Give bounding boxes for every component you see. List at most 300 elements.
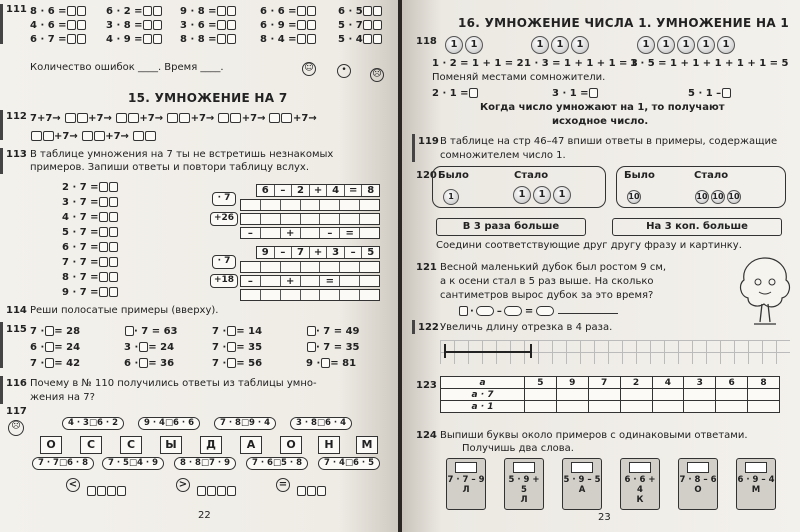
- answer-box[interactable]: [227, 20, 236, 30]
- cell: 8: [748, 377, 780, 389]
- task-number-124: 124: [416, 430, 437, 441]
- answer-box[interactable]: [536, 306, 554, 316]
- task-number-122: 122: [418, 322, 439, 333]
- expr: = 24: [148, 342, 175, 353]
- happy-face-icon[interactable]: ☺: [302, 62, 316, 76]
- answer-box[interactable]: [269, 113, 280, 123]
- example-card[interactable]: [504, 458, 544, 510]
- task-bar: [412, 134, 415, 162]
- task-124-text-1: Выпиши буквы около примеров с одинаковыми ответами.: [440, 430, 748, 441]
- answer-cell[interactable]: [748, 401, 780, 413]
- rule-line-1: Когда число умножают на 1, то получают: [480, 102, 725, 113]
- expr: 6 · 2 =: [106, 6, 143, 17]
- expr: 7 ·: [30, 358, 45, 369]
- answer-box[interactable]: [207, 486, 216, 496]
- chain-start: 7+7→: [30, 113, 61, 124]
- ten-coin-icon: 10: [695, 190, 709, 204]
- answer-box[interactable]: [67, 20, 76, 30]
- answer-box[interactable]: [227, 6, 236, 16]
- ten-coin-icon: 10: [727, 190, 741, 204]
- one-coin-icon: 1: [551, 36, 569, 54]
- answer-cell[interactable]: [620, 401, 652, 413]
- answer-box[interactable]: [307, 326, 316, 336]
- answer-box[interactable]: [107, 486, 116, 496]
- answer-box[interactable]: [227, 358, 236, 368]
- cell: –: [320, 228, 340, 238]
- answer-cell[interactable]: [620, 389, 652, 401]
- task-115-col3: [212, 324, 262, 372]
- answer-box[interactable]: [77, 34, 86, 44]
- answer-box[interactable]: [307, 34, 316, 44]
- compare-expr[interactable]: 7 · 6□5 · 8: [246, 457, 308, 470]
- cell: [301, 276, 321, 286]
- answer-box[interactable]: [99, 272, 108, 282]
- card-letter: К: [636, 495, 644, 505]
- expr: 7 ·: [212, 326, 227, 337]
- swap-2: [552, 88, 599, 99]
- letter-box[interactable]: Д: [200, 436, 222, 454]
- answer-box[interactable]: [116, 113, 127, 123]
- cell: +: [281, 276, 301, 286]
- expr: 5 · 4: [338, 34, 363, 45]
- answer-box[interactable]: [227, 342, 236, 352]
- became-label: Стало: [694, 170, 729, 181]
- answer-box[interactable]: [459, 306, 468, 316]
- answer-box[interactable]: [153, 34, 162, 44]
- cell: 9: [257, 247, 275, 258]
- card-letter: О: [694, 485, 702, 495]
- task-121-text-1: Весной маленький дубок был ростом 9 см,: [440, 262, 667, 273]
- answer-box[interactable]: [99, 257, 108, 267]
- answer-box[interactable]: [145, 131, 156, 141]
- answer-cell[interactable]: [684, 389, 716, 401]
- answer-box[interactable]: [109, 287, 118, 297]
- striped-row[interactable]: [240, 199, 380, 211]
- expr: 5 · 1 –: [688, 88, 722, 99]
- segment-line: [444, 351, 532, 353]
- left-page: [0, 0, 398, 532]
- expr: 4 · 6 =: [30, 20, 67, 31]
- answer-cell[interactable]: [556, 389, 588, 401]
- answer-box[interactable]: [133, 131, 144, 141]
- one-coin-icon: 1: [677, 36, 695, 54]
- answer-cell[interactable]: [588, 389, 620, 401]
- answer-box[interactable]: [65, 113, 76, 123]
- answer-box[interactable]: [31, 131, 42, 141]
- plus-seven: +7→: [54, 131, 78, 142]
- plus-seven: +7→: [190, 113, 215, 124]
- tag-times-seven: · 7: [212, 192, 236, 206]
- compare-expr[interactable]: 7 · 7□6 · 8: [32, 457, 94, 470]
- answer-box[interactable]: [179, 113, 190, 123]
- answer-box[interactable]: [128, 113, 139, 123]
- letter-box[interactable]: Ы: [160, 436, 182, 454]
- one-coin-icon: 1: [531, 36, 549, 54]
- expr: 5 · 7 =: [62, 227, 99, 238]
- phrase-box-3-kopecks[interactable]: На 3 коп. больше: [612, 218, 782, 236]
- expr: · 7 = 63: [134, 326, 178, 337]
- task-number-111: 111: [6, 4, 27, 15]
- answer-box[interactable]: [139, 358, 148, 368]
- answer-cell[interactable]: [556, 401, 588, 413]
- task-115-col2: [124, 324, 178, 372]
- answer-box[interactable]: [469, 88, 478, 98]
- task-124-text-2: Получишь два слова.: [462, 443, 574, 454]
- cell: [360, 276, 379, 286]
- cell: +: [281, 228, 301, 238]
- striped-row[interactable]: [240, 289, 380, 301]
- swap-3: [688, 88, 731, 99]
- answer-box[interactable]: [217, 6, 226, 16]
- answer-box[interactable]: [307, 20, 316, 30]
- answer-box[interactable]: [218, 113, 229, 123]
- answer-box[interactable]: [109, 227, 118, 237]
- answer-box[interactable]: [99, 227, 108, 237]
- expr: = 36: [148, 358, 175, 369]
- answer-box[interactable]: [230, 113, 241, 123]
- rule-line-2: исходное число.: [552, 116, 649, 127]
- expr: 6 · 7 =: [62, 242, 99, 253]
- task-115-col4: [306, 324, 360, 372]
- striped-example-2[interactable]: [240, 227, 380, 239]
- cell: –: [275, 247, 293, 258]
- answer-box[interactable]: [77, 113, 88, 123]
- was-coin: [626, 186, 642, 205]
- multiplication-table-123: [440, 376, 780, 413]
- answer-box[interactable]: [217, 34, 226, 44]
- card-letter: Л: [462, 485, 470, 495]
- answer-box[interactable]: [373, 20, 382, 30]
- cell: [261, 228, 281, 238]
- answer-box[interactable]: [153, 6, 162, 16]
- cell: 4: [652, 377, 684, 389]
- expr: 3 · 1 =: [552, 88, 589, 99]
- task-122-text: Увеличь длину отрезка в 4 раза.: [440, 322, 613, 333]
- striped-example-4[interactable]: [240, 275, 380, 287]
- answer-slots: [296, 480, 326, 499]
- one-coin-icon: 1: [465, 36, 483, 54]
- cell: 6: [257, 185, 275, 196]
- swap-instruction: Поменяй местами сомножители.: [432, 72, 606, 83]
- table-of-seven: [62, 180, 119, 300]
- answer-box[interactable]: [745, 462, 767, 473]
- coins-group-3: [636, 34, 736, 54]
- answer-box[interactable]: [629, 462, 651, 473]
- task-number-121: 121: [416, 262, 437, 273]
- task-114-text: Реши полосатые примеры (вверху).: [30, 305, 219, 316]
- answer-box[interactable]: [99, 212, 108, 222]
- cell: 6: [716, 377, 748, 389]
- striped-row[interactable]: [240, 213, 380, 225]
- answer-box[interactable]: [77, 6, 86, 16]
- answer-box[interactable]: [476, 306, 494, 316]
- expr: 8 · 4 =: [260, 34, 297, 45]
- became-label: Стало: [514, 170, 549, 181]
- answer-box[interactable]: [513, 462, 535, 473]
- answer-box[interactable]: [504, 306, 522, 316]
- became-coins: [512, 184, 572, 204]
- cell: =: [345, 185, 363, 196]
- letter-box[interactable]: М: [356, 436, 378, 454]
- answer-box[interactable]: [363, 34, 372, 44]
- expr: 6 ·: [124, 358, 139, 369]
- answer-box[interactable]: [297, 486, 306, 496]
- expr: 6 · 6 =: [260, 6, 297, 17]
- task-112-chain: [30, 110, 317, 146]
- task-121-expression: · – =: [458, 306, 618, 317]
- answer-box[interactable]: [297, 34, 306, 44]
- answer-box[interactable]: [67, 6, 76, 16]
- oak-tree-drawing: [734, 252, 796, 328]
- answer-cell[interactable]: [716, 389, 748, 401]
- answer-box[interactable]: [109, 197, 118, 207]
- answer-box[interactable]: [77, 20, 86, 30]
- answer-box[interactable]: [99, 182, 108, 192]
- cell: 3: [327, 247, 345, 258]
- answer-box[interactable]: [687, 462, 709, 473]
- expr: 8 · 7 =: [62, 272, 99, 283]
- card-letter: А: [578, 485, 586, 495]
- card-expr: 7 · 7 – 9: [447, 475, 485, 485]
- compare-expr[interactable]: 7 · 8□9 · 4: [214, 417, 276, 430]
- answer-box[interactable]: [109, 212, 118, 222]
- task-bar: [0, 322, 3, 368]
- answer-cell[interactable]: [652, 389, 684, 401]
- answer-box[interactable]: [373, 34, 382, 44]
- answer-box[interactable]: [227, 34, 236, 44]
- answer-box[interactable]: [297, 6, 306, 16]
- answer-box[interactable]: [373, 6, 382, 16]
- compare-expr[interactable]: 7 · 5□4 · 9: [102, 457, 164, 470]
- example-card[interactable]: [562, 458, 602, 510]
- answer-box[interactable]: [97, 486, 106, 496]
- plus-seven: +7→: [292, 113, 317, 124]
- plus-seven: +7→: [139, 113, 164, 124]
- answer-box[interactable]: [307, 342, 316, 352]
- answer-box[interactable]: [363, 6, 372, 16]
- errors-time-label: Количество ошибок ____. Время ____.: [30, 62, 224, 73]
- answer-box[interactable]: [109, 242, 118, 252]
- answer-cell[interactable]: [716, 401, 748, 413]
- page-number-left: 22: [198, 510, 211, 521]
- task-number-113: 113: [6, 149, 27, 160]
- segment-start-tick: [444, 344, 446, 358]
- cell: =: [320, 276, 340, 286]
- answer-cell[interactable]: [525, 389, 557, 401]
- answer-box[interactable]: [167, 113, 178, 123]
- task-111-col5: [338, 5, 383, 47]
- answer-box[interactable]: [109, 182, 118, 192]
- expr: 6 ·: [30, 342, 45, 353]
- less-than-sign: <: [66, 478, 80, 492]
- neutral-face-icon[interactable]: •: [337, 64, 351, 78]
- task-number-123: 123: [416, 380, 437, 391]
- answer-cell[interactable]: [588, 401, 620, 413]
- expr: = 35: [236, 342, 263, 353]
- answer-box[interactable]: [281, 113, 292, 123]
- answer-box[interactable]: [99, 287, 108, 297]
- coins-group-1: [444, 34, 484, 54]
- answer-box[interactable]: [307, 6, 316, 16]
- expr: 8 · 8 =: [180, 34, 217, 45]
- cell: 9: [556, 377, 588, 389]
- answer-box[interactable]: [297, 20, 306, 30]
- answer-box[interactable]: [363, 20, 372, 30]
- example-card[interactable]: [736, 458, 776, 510]
- answer-box[interactable]: [43, 131, 54, 141]
- example-card[interactable]: [678, 458, 718, 510]
- answer-box[interactable]: [109, 272, 118, 282]
- task-121-text-2: а к осени стал в 5 раз выше. На сколько: [440, 276, 654, 287]
- answer-box[interactable]: [94, 131, 105, 141]
- cell: –: [345, 247, 363, 258]
- task-111-col2: [106, 5, 163, 47]
- expr: 2 · 7 =: [62, 182, 99, 193]
- compare-expr[interactable]: 9 · 4□6 · 6: [138, 417, 200, 430]
- answer-box[interactable]: [45, 358, 54, 368]
- task-number-112: 112: [6, 111, 27, 122]
- answer-box[interactable]: [217, 486, 226, 496]
- cell: –: [275, 185, 293, 196]
- letter-box[interactable]: О: [280, 436, 302, 454]
- task-115-col1: [30, 324, 80, 372]
- task-bar: [0, 148, 3, 174]
- answer-box[interactable]: [99, 197, 108, 207]
- task-111-col3: [180, 5, 237, 47]
- answer-box[interactable]: [307, 486, 316, 496]
- answer-box[interactable]: [589, 88, 598, 98]
- expr: = 56: [236, 358, 263, 369]
- letter-box[interactable]: Н: [318, 436, 340, 454]
- example-card[interactable]: [446, 458, 486, 510]
- answer-cell[interactable]: [652, 401, 684, 413]
- answer-box[interactable]: [82, 131, 93, 141]
- striped-row[interactable]: [240, 261, 380, 273]
- answer-box[interactable]: [455, 462, 477, 473]
- cell: +: [310, 247, 328, 258]
- task-116-text-1: Почему в № 110 получились ответы из таблицы умно-: [30, 378, 317, 389]
- cell: 4: [327, 185, 345, 196]
- answer-cell[interactable]: [525, 401, 557, 413]
- answer-box[interactable]: [87, 486, 96, 496]
- letter-box[interactable]: О: [40, 436, 62, 454]
- expr: 8 · 6 =: [30, 6, 67, 17]
- answer-box[interactable]: [227, 486, 236, 496]
- task-113-text-1: В таблице умножения на 7 ты не встретишь незнакомых: [30, 149, 334, 160]
- example-card[interactable]: [620, 458, 660, 510]
- tag-times-seven: · 7: [212, 255, 236, 269]
- ten-coin-icon: 10: [711, 190, 725, 204]
- ten-coin-icon: 10: [627, 190, 641, 204]
- phrase-box-3-times[interactable]: В 3 раза больше: [436, 218, 586, 236]
- one-coin-icon: 1: [445, 36, 463, 54]
- letter-box[interactable]: С: [80, 436, 102, 454]
- card-letter: М: [751, 485, 761, 495]
- compare-expr[interactable]: 7 · 4□6 · 5: [318, 457, 380, 470]
- tag-plus-26: +26: [210, 212, 238, 226]
- expr: 7 · 7 =: [62, 257, 99, 268]
- task-number-118: 118: [416, 36, 437, 47]
- task-bar: [0, 376, 3, 404]
- answer-box[interactable]: [321, 358, 330, 368]
- tag-plus-18: +18: [210, 274, 238, 288]
- card-letter: Л: [520, 495, 528, 505]
- expr: 3 · 8 =: [106, 20, 143, 31]
- answer-box[interactable]: [109, 257, 118, 267]
- answer-box[interactable]: [99, 242, 108, 252]
- greater-than-sign: >: [176, 478, 190, 492]
- row-label: а · 7: [441, 389, 525, 401]
- answer-box[interactable]: [197, 486, 206, 496]
- one-coin-icon: 1: [513, 186, 531, 204]
- answer-box[interactable]: [125, 326, 134, 336]
- cell: [261, 276, 281, 286]
- compare-expr[interactable]: 8 · 8□7 · 9: [174, 457, 236, 470]
- compare-expr[interactable]: 4 · 3□6 · 2: [62, 417, 124, 430]
- expr: 6 · 5: [338, 6, 363, 17]
- expr: = 81: [330, 358, 357, 369]
- letter-box[interactable]: С: [120, 436, 142, 454]
- answer-box[interactable]: [217, 20, 226, 30]
- expr: 4 · 7 =: [62, 212, 99, 223]
- answer-box[interactable]: [67, 34, 76, 44]
- answer-cell[interactable]: [748, 389, 780, 401]
- answer-slots: [196, 480, 236, 499]
- page-number-right: 23: [598, 512, 611, 523]
- task-number-114: 114: [6, 305, 27, 316]
- plus-seven: +7→: [88, 113, 112, 124]
- expr: 9 · 7 =: [62, 287, 99, 298]
- answer-box[interactable]: [722, 88, 731, 98]
- section-heading-15: 15. УМНОЖЕНИЕ НА 7: [128, 91, 288, 105]
- answer-box[interactable]: [45, 326, 54, 336]
- answer-box[interactable]: [571, 462, 593, 473]
- task-number-120: 120: [416, 170, 437, 181]
- plus-seven: +7→: [105, 131, 129, 142]
- puzzled-face-icon: ☹: [8, 420, 24, 436]
- answer-box[interactable]: [117, 486, 126, 496]
- answer-box[interactable]: [153, 20, 162, 30]
- answer-box[interactable]: [139, 342, 148, 352]
- answer-box[interactable]: [143, 20, 152, 30]
- answer-box[interactable]: [45, 342, 54, 352]
- letter-box[interactable]: А: [240, 436, 262, 454]
- was-coin: [442, 186, 460, 205]
- answer-cell[interactable]: [684, 401, 716, 413]
- answer-box[interactable]: [143, 6, 152, 16]
- answer-box[interactable]: [143, 34, 152, 44]
- answer-box[interactable]: [317, 486, 326, 496]
- answer-box[interactable]: [227, 326, 236, 336]
- expr: 7 ·: [212, 358, 227, 369]
- task-bar: [412, 320, 415, 334]
- cell: –: [241, 276, 261, 286]
- cell: 7: [588, 377, 620, 389]
- expr: 3 · 6 =: [180, 20, 217, 31]
- sad-face-icon[interactable]: ☹: [370, 68, 384, 82]
- cell: 5: [367, 247, 375, 258]
- cell: [360, 228, 379, 238]
- task-bar: [0, 110, 3, 140]
- expr: · 7 = 35: [316, 342, 360, 353]
- compare-expr[interactable]: 3 · 8□6 · 4: [290, 417, 352, 430]
- was-label: Было: [438, 170, 469, 181]
- one-coin-icon: 1: [553, 186, 571, 204]
- coin-icon: 1: [443, 189, 459, 205]
- striped-example-3: [256, 246, 380, 259]
- task-number-117: 117: [6, 406, 27, 417]
- task-119-text-1: В таблице на стр 46–47 впиши ответы в примеры, содержащие: [440, 136, 778, 147]
